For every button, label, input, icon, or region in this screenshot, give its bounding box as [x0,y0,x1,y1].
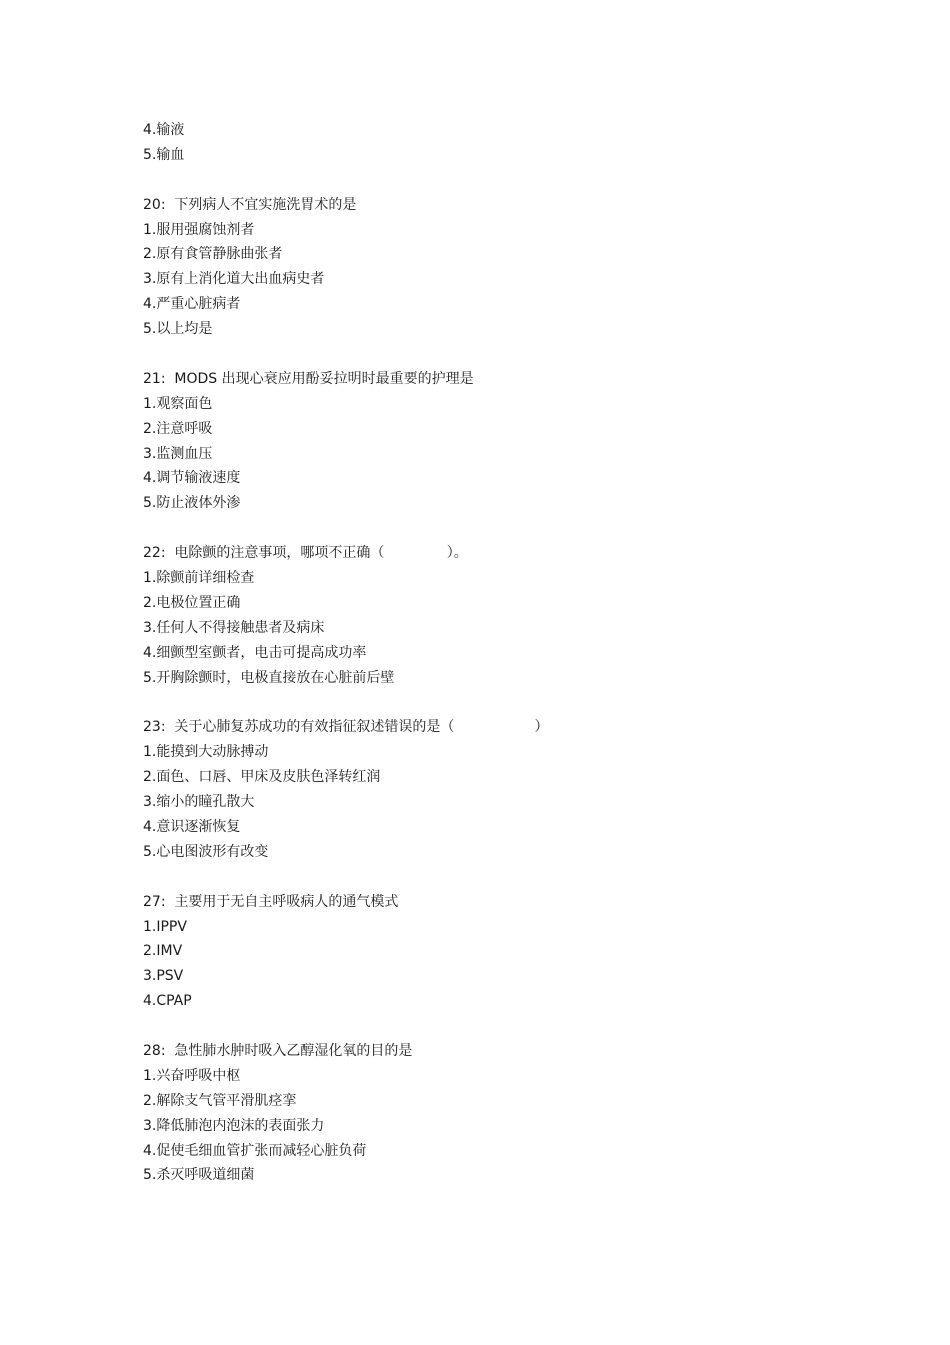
option: 4.严重心脏病者 [143,296,241,313]
question-title: 28: 急性肺水肿时吸入乙醇湿化氧的目的是 [143,1042,413,1059]
option: 5.杀灭呼吸道细菌 [143,1167,255,1184]
spacer [143,168,843,193]
option: 4.CPAP [143,993,192,1010]
option: 2.注意呼吸 [143,420,213,437]
option: 1.服用强腐蚀剂者 [143,221,255,238]
spacer [143,516,843,541]
option: 3.任何人不得接触患者及病床 [143,619,325,636]
option: 4.意识逐渐恢复 [143,818,241,835]
option: 3.监测血压 [143,445,213,462]
option: 1.兴奋呼吸中枢 [143,1067,241,1084]
option: 5.以上均是 [143,321,213,338]
question-title: 20: 下列病人不宜实施洗胃术的是 [143,196,357,213]
option: 4.促使毛细血管扩张而减轻心脏负荷 [143,1142,367,1159]
option: 3.原有上消化道大出血病史者 [143,271,325,288]
option: 4.调节输液速度 [143,470,241,487]
option: 2.原有食管静脉曲张者 [143,246,283,263]
option: 2.电极位置正确 [143,594,241,611]
question-20 [143,193,843,342]
option: 1.观察面色 [143,395,213,412]
option: 2.IMV [143,943,183,960]
option: 5.防止液体外渗 [143,495,241,512]
question-list [143,118,843,1188]
question-28 [143,1039,843,1188]
question-title: 27: 主要用于无自主呼吸病人的通气模式 [143,893,399,910]
question-21 [143,367,843,516]
question-title: 21: MODS 出现心衰应用酚妥拉明时最重要的护理是 [143,370,474,387]
question-title: 23: 关于心肺复苏成功的有效指征叙述错误的是（ ） [143,719,549,736]
option: 1.能摸到大动脉搏动 [143,744,269,761]
option: 5.心电图波形有改变 [143,843,269,860]
question-23 [143,715,843,864]
option: 1.IPPV [143,918,187,935]
lead-options [143,118,843,168]
spacer [143,1014,843,1039]
spacer [143,690,843,715]
option: 3.缩小的瞳孔散大 [143,794,255,811]
spacer [143,865,843,890]
question-22 [143,541,843,690]
question-title: 22: 电除颤的注意事项，哪项不正确（ ）。 [143,545,468,562]
option: 3.PSV [143,968,184,985]
option: 4.输液 [143,122,185,138]
option: 5.输血 [143,146,185,163]
option: 1.除颤前详细检查 [143,570,255,587]
option: 5.开胸除颤时，电极直接放在心脏前后壁 [143,669,395,686]
spacer [143,342,843,367]
option: 2.解除支气管平滑肌痉挛 [143,1092,297,1109]
option: 4.细颤型室颤者，电击可提高成功率 [143,644,367,661]
option: 3.降低肺泡内泡沫的表面张力 [143,1117,325,1134]
question-27 [143,890,843,1014]
option: 2.面色、口唇、甲床及皮肤色泽转红润 [143,769,381,786]
